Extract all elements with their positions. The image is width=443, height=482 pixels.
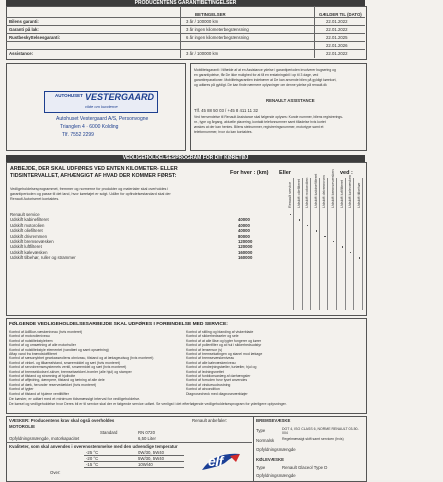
- service-item-label: Udskift luftfilteret: [10, 244, 42, 250]
- warranty-col-divider-2: [314, 6, 315, 58]
- service-item-label: Udskift kabinefilteret: [10, 217, 49, 223]
- oil-grade-temp: -15 °C: [86, 462, 99, 467]
- additional-right-item: Kontrol af vinduesudrustning: [186, 382, 231, 387]
- coolant-level-label: Opfyldningsmængde: [256, 473, 296, 478]
- warranty-row-line: [6, 33, 365, 34]
- dealer-phone: Tlf. 7552 2299: [62, 132, 94, 138]
- additional-left-item: Kontrol af nulstiltekstyle elementet (vandtæt og samt opsætning): [9, 347, 109, 352]
- coolant-type-value: Renault Glaceol Type D: [282, 465, 328, 470]
- oil-grade-temp: -20 °C: [86, 456, 99, 461]
- service-item-label: Udskift bremsevæsken: [10, 239, 54, 244]
- additional-right-item: Kontrol af omdrejningstæller, turtæller, hjul og: [186, 365, 257, 370]
- service-column-label: Renault service: [288, 181, 292, 208]
- assistance-text-line: og udføres på gyldigt. De kan finde nærmere oplysninger om denne ydelse på renault.dk: [194, 83, 327, 87]
- additional-left-item: Kontrol af lygter: [9, 387, 34, 392]
- additional-heading: FØLGENDE VEDLIGEHOLDELSESARBEJDE SKAL UDFØRES I FORBINDELSE MED SERVICE:: [9, 322, 228, 327]
- warranty-row-valid: 22.01.2022: [326, 27, 348, 32]
- elf-brand: elf: [208, 453, 223, 469]
- warranty-row-cond: 3 år ingen kilometerbegrænsning: [186, 27, 249, 32]
- additional-right-item: Kontrol af bremsevæskeniveau: [186, 356, 235, 361]
- dealer-address-line1: Autohuset Vestergaard A/S, Personvogne: [56, 116, 149, 122]
- service-column-label: Udskift oliefilteret: [296, 179, 301, 208]
- service-column-line: [336, 178, 337, 310]
- service-tick: [307, 225, 308, 226]
- assistance-text2-line: nr., type og årgang, aktuelle placering, kontakt telefonnummer samt tilladelse hvis kortet: [194, 120, 326, 124]
- oil-grade-line: [84, 461, 184, 462]
- service-column-line: [327, 178, 328, 310]
- service-item-km: 160000: [238, 255, 253, 261]
- service-tick: [342, 246, 343, 247]
- standard-value: RN 0720: [138, 430, 155, 435]
- additional-right-item: Kontrol af lensensor (s): [186, 347, 223, 352]
- service-tick: [290, 214, 291, 215]
- fluids-divider: [6, 442, 252, 443]
- dealer-logo-sub: vilde om kunderne: [85, 104, 118, 109]
- service-tick: [333, 241, 334, 242]
- motorolie-label: MOTOROLIE: [9, 424, 35, 429]
- assistance-text-line: garantireparationer. Mobilitetsgarantien indebærer at De kan anvende bilen på gyldigt kørekort,: [194, 78, 337, 82]
- service-item-label: Udskift drivremmen: [10, 233, 48, 239]
- oil-grade-line: [84, 455, 184, 456]
- service-item-label: Udskift tilbehør, ruller og strammer: [10, 255, 76, 261]
- additional-left-item: Kontrol af dæk, herunder reservedækket (hvis monteret): [9, 382, 97, 387]
- warranty-row-valid: 22.01.2022: [326, 51, 348, 56]
- additional-right-item: Kontrol af aircondition: [186, 387, 220, 392]
- service-item-km: 120000: [238, 244, 253, 250]
- additional-right-item: Kontrol af at alle låse og lygter fungerer og kører: [186, 338, 262, 343]
- brake-type-value: DOT 4, ISO CLASS 6, NORME RENAULT 03-50-004: [282, 427, 359, 435]
- additional-right-item: Kontrol af ledningsnettet: [186, 369, 224, 374]
- warranty-row-label: Rustbeskyttelsesgaranti:: [9, 35, 61, 40]
- for-hver-label: For hver : (km): [230, 170, 269, 176]
- additional-note-2: De kørsel og vedligeholdelse hvor Deres bil er til service skal der er følgende service udført. Se venligst i det efterfølgende vedligeholdelsesprogram for yderligere oplysninger.: [9, 402, 287, 406]
- service-item-km: 40000: [238, 217, 250, 223]
- warranty-row-cond: 3 år / 100000 km: [186, 19, 219, 24]
- additional-left-item: Kontrol af nulstiltekstylebem: [9, 338, 53, 343]
- fluids-title: VÆSKER: Producentens krav skal også overholdes: [9, 418, 115, 423]
- warranty-row-line: [6, 25, 365, 26]
- service-tick: [299, 219, 300, 220]
- service-plan-box: [6, 162, 367, 316]
- service-item-label: Udskift motorolien: [10, 222, 45, 228]
- elf-logo: [200, 450, 242, 474]
- dealer-logo: [44, 91, 158, 113]
- additional-left-item: Kontrol af motorolieniveau: [9, 334, 50, 339]
- service-tick: [350, 252, 351, 253]
- oil-grade-temp: -25 °C: [86, 450, 99, 455]
- service-column-label: Udskift kølevæsken: [348, 174, 353, 208]
- warranty-title: PRODUCENTENS GARANTIBETINGELSER: [6, 0, 365, 6]
- service-column-label: Udskift motorolien: [305, 177, 310, 208]
- service-column-label: Udskift bremsevæsken: [331, 169, 335, 208]
- service-item-km: 120000: [238, 239, 253, 244]
- recommends-label: Renault anbefaler:: [192, 418, 228, 423]
- additional-right-item: Kontrol af alle kølevæskeniveau: [186, 360, 236, 365]
- additional-left-item: Kontrol af vinkel- og tilkøreafstand, smøremiddel og sæt (hvis monteret): [9, 360, 121, 365]
- warranty-row-label: Assistance:: [9, 51, 34, 56]
- dealer-logo-top: AUTOHUSET: [55, 93, 83, 98]
- assistance-text2-line: telefonnummer, hvor du kan kontaktes.: [194, 130, 253, 134]
- eller-label: Eller: [279, 170, 291, 176]
- assistance-text-line: Mobilitetsgaranti: I tilfælde af at en Assistance ydelse i garantiperioden involverer bugsering og: [194, 68, 336, 72]
- additional-note-1: De kørsler, er udført med et minimum tidsmæssigt interval for vedligeholdelse.: [9, 397, 141, 401]
- assistance-text2-line: Ved henvendelse til Renault Assistance skal følgende oplyses: Kunde nummer, bilens registrerings-: [194, 115, 344, 119]
- service-item-label: Udskift oliefilteret: [10, 228, 43, 234]
- service-column-label: Udskift luftfilteret: [339, 179, 344, 208]
- service-plan-title: VEDLIGEHOLDELSESPROGRAM FOR DIT KØRETØJ: [6, 155, 365, 162]
- coolant-title: KØLEVÆSKE: [256, 457, 284, 462]
- service-column-line: [345, 178, 346, 310]
- brake-kind-label: Normalsk: [256, 438, 275, 443]
- service-column-line: [302, 178, 303, 310]
- service-tick: [359, 257, 360, 258]
- warranty-row-line: [6, 49, 365, 50]
- assistance-text2-line: ønskes at der kan hentes. Bilens stelnummer, registreringsnummer, motortype samt et: [194, 125, 324, 129]
- quality-label: Kvaliteter, som skal anvendes i overensstemmelse med den udvendige temperatur: [9, 444, 178, 449]
- assistance-phone: Tlf. 45 88 50 03 / +45 8 411 11 32: [194, 108, 258, 113]
- service-item-label: Renault service: [10, 212, 40, 217]
- service-column-line: [319, 178, 320, 310]
- additional-left-item: Kontrol af affjedring, dæmpere, tilstand og tætning af alle dele: [9, 378, 105, 383]
- warranty-row-cond: 6 år ingen kilometerbegrænsning: [186, 35, 249, 40]
- additional-left-item: Kontrol af sæsonybbet gearkasseoliens obnivasu, tilstand og at lækageudsug (hvis monteret): [9, 356, 154, 361]
- capacity-label: Opfyldningsmængde, motorkapacitet: [9, 436, 80, 441]
- warranty-row-line: [6, 17, 365, 18]
- warranty-row-valid: 22.01.2022: [326, 19, 348, 24]
- warranty-row-valid: 22.01.2025: [326, 35, 348, 40]
- warranty-row-line: [6, 41, 365, 42]
- service-tick: [324, 236, 325, 237]
- service-column-line: [362, 178, 363, 310]
- service-item-km: 40000: [238, 228, 250, 234]
- over-label: Over:: [50, 470, 61, 475]
- additional-right-item: Diagnosecheck med diagnoseværktøjer: [186, 391, 248, 396]
- additional-right-item: Kontrol af bremsekølingen og stanel mod lækage: [186, 352, 263, 356]
- warranty-col-conditions: BETINGELSER: [195, 12, 226, 17]
- oil-grade-value: 5W/30, 5W40: [138, 456, 165, 461]
- standard-label: Standard: [100, 430, 118, 435]
- service-column-line: [353, 178, 354, 310]
- coolant-type-label: Type: [256, 465, 266, 470]
- brake-kind-value: Regelmæssigt skift samt servicen (hvis): [282, 437, 344, 441]
- service-intro-line: Renault Autoriseret kontaktes.: [10, 197, 60, 201]
- brake-level-label: Opfyldningsmængde: [256, 447, 296, 452]
- ved-label: ved :: [340, 170, 353, 176]
- oil-grade-line: [84, 467, 184, 468]
- service-intro-line: Vedligeholdelsesprogrammet, fremmer og normerne for produkter og materialer skal overholdes i: [10, 187, 169, 191]
- warranty-row-cond: 3 år / 100000 km: [186, 51, 219, 56]
- additional-left-item: Kontrol af og omsætning af alle motorhuller: [9, 343, 76, 348]
- additional-right-item: Kontrol af pollenfilter og at hul i sikkerhedsudstyr: [186, 343, 262, 348]
- assistance-label: RENAULT ASSISTANCE: [266, 98, 315, 103]
- capacity-value: 6,50 Liter: [138, 436, 156, 441]
- service-column-label: Udskift kabinefilteret: [313, 173, 318, 208]
- service-tick: [316, 230, 317, 231]
- service-item-km: 40000: [238, 222, 250, 228]
- brake-type-label: Type: [256, 428, 266, 433]
- warranty-col-valid: GÆLDER TIL (DATO): [319, 12, 362, 17]
- service-column-label: Udskift drivremmen: [322, 175, 327, 208]
- service-item-label: Udskift kølevæsken: [10, 249, 48, 255]
- dealer-logo-main: VESTERGAARD: [85, 92, 155, 102]
- oil-grade-value: 10W/40: [138, 462, 153, 467]
- brake-fluid-title: BREMSEVÆSKE: [256, 418, 291, 423]
- warranty-row-valid: 22.01.2026: [326, 43, 348, 48]
- oil-grade-value: 0W/30, 5W40: [138, 450, 165, 455]
- additional-left-item: Kontrol af tilstand og stramning af hjulbolte: [9, 374, 76, 378]
- service-column-line: [310, 178, 311, 310]
- warranty-row-label: Bilens garanti:: [9, 19, 39, 24]
- additional-left-item: Kontrol af bremseklodser/-skiver, bremsebaekker/-tromler (alle hjul) og stamper: [9, 369, 132, 374]
- additional-right-item: Kontrol af funktionsanlæg af dørhængsler: [186, 374, 251, 378]
- service-column-label: Udskift tilbehør: [356, 182, 361, 208]
- dealer-address-line2: Trianglen 4 · 6000 Kolding: [60, 124, 119, 130]
- service-heading-2: TIDSINTERVALLET, AFHÆNGIGT AF HVAD DER KOMMER FØRST:: [10, 173, 177, 179]
- assistance-text-line: en garantiydelse, får De ikke mulighed for at få en erstatningsbil i op til 3 dage, ved: [194, 73, 319, 77]
- additional-right-item: Kontrol af forruden hvor lyset anvendes: [186, 378, 248, 383]
- additional-right-item: Kontrol af sikkerhedsseler og sele: [186, 334, 239, 339]
- service-item-km: 80000: [238, 233, 250, 239]
- warranty-row-label: Garanti på lak:: [9, 27, 39, 32]
- warranty-col-divider-1: [180, 6, 181, 58]
- service-heading-1: ARBEJDE, DER SKAL UDFØRES VED ENTEN KILOMETER- ELLER: [10, 166, 178, 172]
- additional-left-item: Aftap vand fra brændstoffilteret: [9, 352, 57, 356]
- service-intro-line: garantiperioden og passe til det land, hvor køretøjet er solgt. Udåm for opfindelsestandard skal der: [10, 192, 171, 196]
- additional-right-item: Kontrol af stilling og blanding af viskerblade: [186, 330, 254, 334]
- service-item-km: 160000: [238, 249, 253, 255]
- additional-left-item: Kontrol af servobremsesystemets ventil, smøremidel og sæt (hvis monteret): [9, 365, 127, 370]
- additional-left-item: Kontrol af tilstand af hjulene ventiltilfter: [9, 391, 69, 396]
- service-column-line: [293, 178, 294, 310]
- additional-left-item: Kontrol af AdBlue-væskeniveau (hvis monteret): [9, 330, 83, 334]
